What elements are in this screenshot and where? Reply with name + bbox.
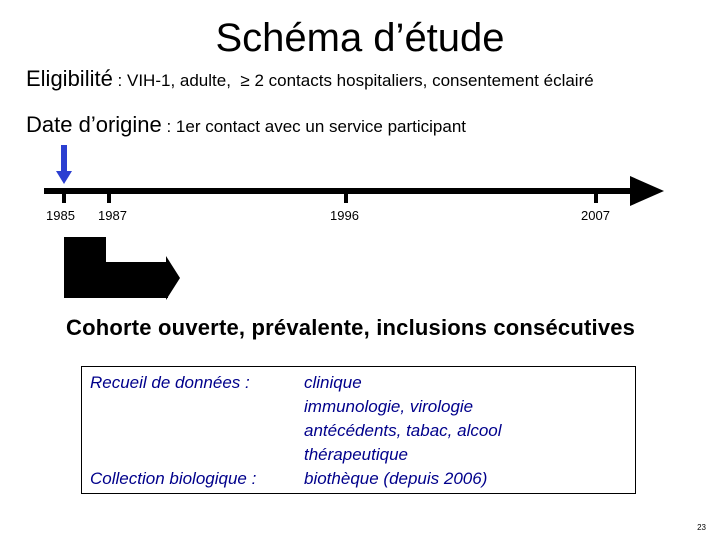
- timeline-axis: [44, 176, 664, 206]
- origin-label: Date d’origine: [26, 112, 162, 137]
- start-marker-arrow-icon: [56, 145, 72, 184]
- origin-text: 1er contact avec un service participant: [175, 117, 467, 136]
- data-collection-box: [81, 366, 636, 494]
- slide-title: Schéma d’étude: [215, 16, 505, 60]
- data-item: antécédents, tabac, alcool: [304, 421, 502, 440]
- eligibility-separator: :: [112, 71, 127, 90]
- page-number: 23: [697, 523, 706, 532]
- cohort-description: Cohorte ouverte, prévalente, inclusions consécutives: [66, 315, 636, 340]
- cohort-bent-arrow-icon: [64, 237, 180, 300]
- recueil-label: Recueil de données :: [90, 373, 250, 392]
- tick-1985: [62, 193, 66, 203]
- tick-label-1996: 1996: [330, 208, 359, 223]
- greater-equal-symbol: ≥: [240, 71, 250, 90]
- eligibility-text-after: 2 contacts hospitaliers, consentement éclairé: [249, 71, 594, 90]
- data-item: clinique: [304, 373, 362, 392]
- data-items-list: [304, 371, 502, 491]
- tick-label-1985: 1985: [46, 208, 75, 223]
- collection-label: Collection biologique :: [90, 469, 257, 488]
- tick-1987: [107, 193, 111, 203]
- origin-separator: :: [161, 117, 176, 136]
- tick-label-2007: 2007: [581, 208, 610, 223]
- tick-1996: [344, 193, 348, 203]
- data-item: biothèque (depuis 2006): [304, 469, 488, 488]
- eligibility-text-before: VIH-1, adulte,: [127, 71, 241, 90]
- tick-2007: [594, 193, 598, 203]
- data-item: immunologie, virologie: [304, 397, 474, 416]
- eligibility-label: Eligibilité: [26, 66, 113, 91]
- data-item: thérapeutique: [304, 445, 408, 464]
- tick-label-1987: 1987: [98, 208, 127, 223]
